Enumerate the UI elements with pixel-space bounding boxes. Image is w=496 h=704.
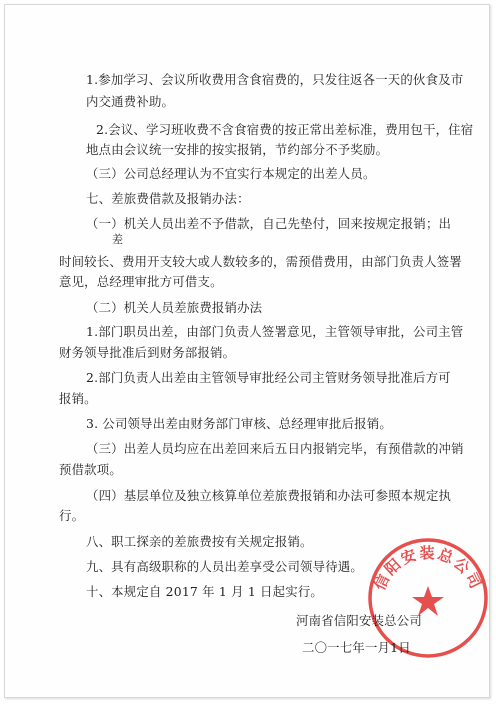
paragraph-line: （三）公司总经理认为不宜实行本规定的出差人员。	[86, 166, 376, 181]
paragraph-line: 1.参加学习、会议所收费用含食宿费的，只发往返各一天的伙食及市	[86, 72, 464, 87]
signature-date: 二〇一七年一月1日	[302, 640, 411, 655]
paragraph-line: 时间较长、费用开支较大或人数较多的，需预借费用，由部门负责人签署	[59, 254, 462, 269]
paragraph-line: 财务领导批准后到财务部报销。	[59, 345, 236, 360]
paragraph-line: 2.部门负责人出差由主管领导审批经公司主管财务领导批准后方可	[86, 370, 451, 385]
paragraph-line: 差	[112, 233, 124, 246]
paragraph-line: （三）出差人员均应在出差回来后五日内报销完毕，有预借款的冲销	[86, 441, 464, 456]
svg-text:信阳安装总公司	[370, 544, 485, 593]
paragraph-line: （一）机关人员出差不予借款，自己先垫付，回来按规定报销；出	[86, 216, 452, 231]
paragraph-line: 意见，总经理审批方可借支。	[59, 274, 223, 289]
paragraph-line: 2.会议、学习班收费不含食宿费的按正常出差标准，费用包干，住宿	[96, 122, 474, 137]
paragraph-line: 1.部门职员出差，由部门负责人签署意见，主管领导审批，公司主管	[86, 324, 464, 339]
seal-text: 信阳安装总公司	[370, 544, 486, 594]
signature-organization: 河南省信阳安装总公司	[296, 613, 422, 628]
paragraph-line: 地点由会议统一安排的按实报销，节约部分不予奖励。	[86, 142, 389, 157]
paragraph-line: 内交通费补助。	[86, 94, 175, 109]
section-heading: 十、本规定自 2017 年 1 月 1 日起实行。	[86, 584, 324, 599]
section-heading: （二）机关人员差旅费报销办法	[86, 300, 263, 315]
paragraph-line: 报销。	[59, 391, 97, 406]
paragraph-line: 行。	[59, 508, 85, 523]
paragraph-line: （四）基层单位及独立核算单位差旅费报销和办法可参照本规定执	[86, 488, 452, 503]
paragraph-line: 预借款项。	[59, 462, 122, 477]
section-heading: 九、具有高级职称的人员出差享受公司领导待遇。	[86, 559, 363, 574]
section-heading: 八、职工探亲的差旅费按有关规定报销。	[86, 534, 313, 549]
section-heading: 七、差旅费借款及报销办法：	[86, 191, 250, 206]
paragraph-line: 3. 公司领导出差由财务部门审核、总经理审批后报销。	[86, 416, 392, 431]
